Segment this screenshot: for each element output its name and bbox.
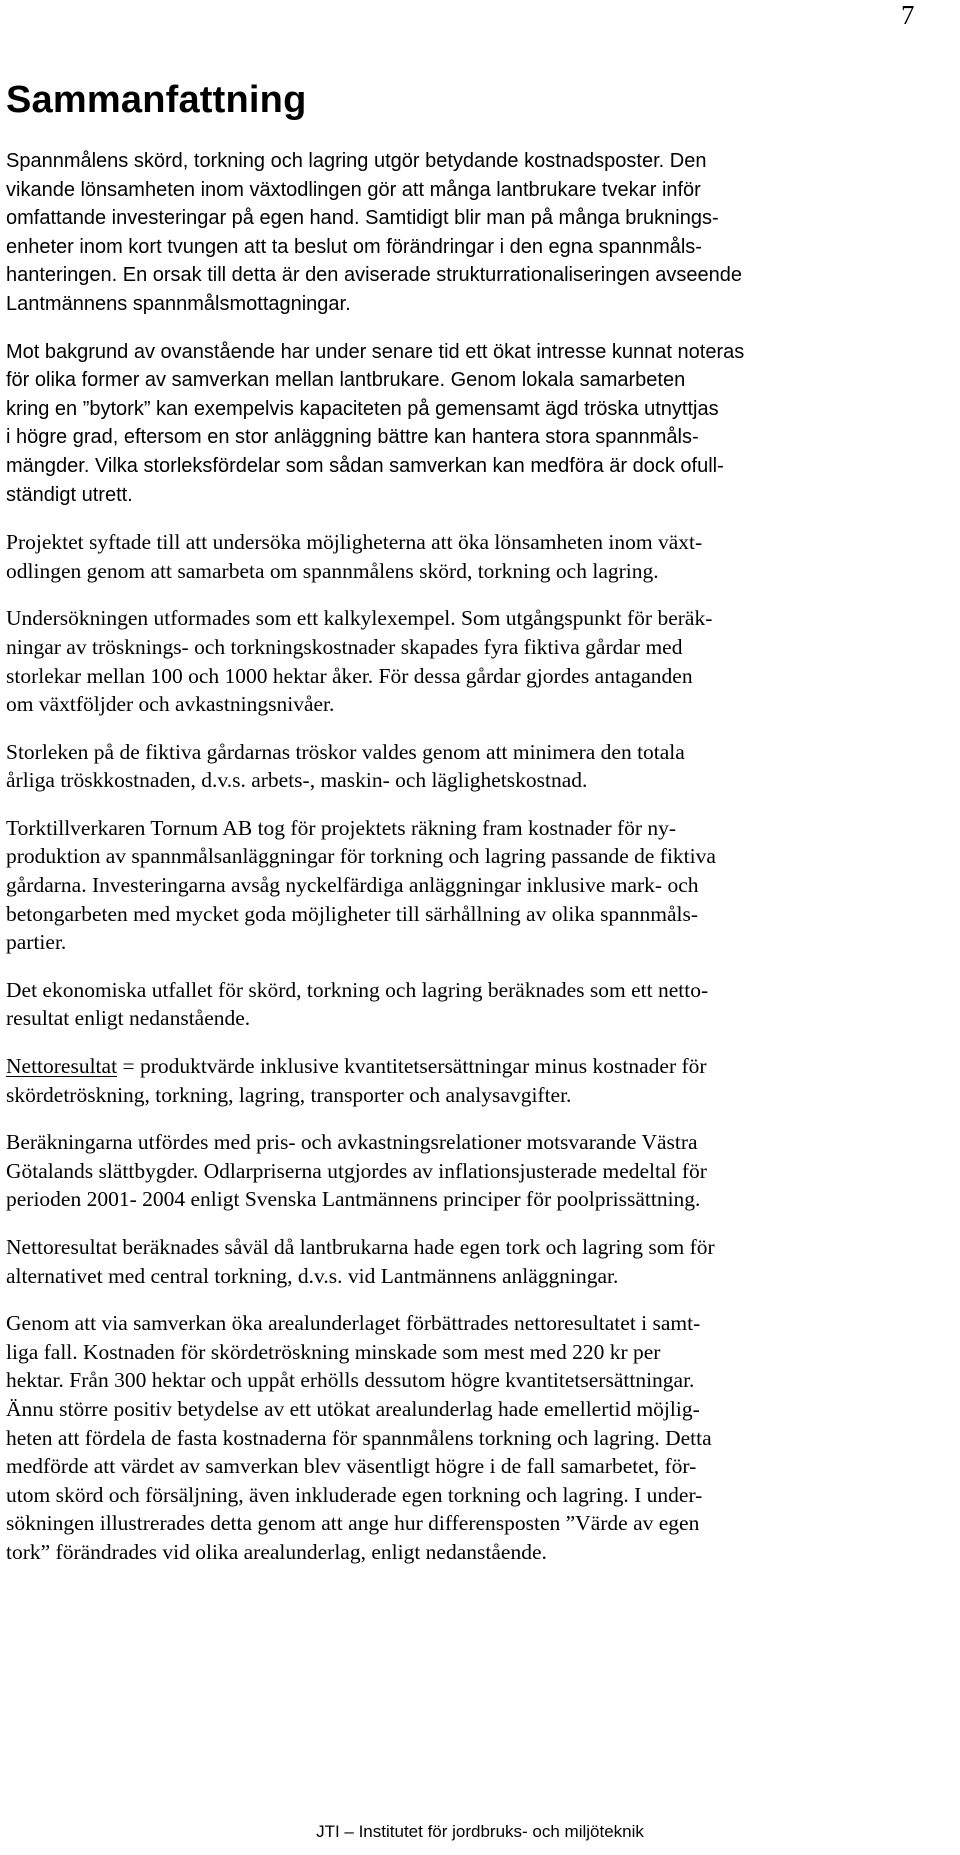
paragraph-combine-size <box>6 738 956 795</box>
text-line: Götalands slättbygder. Odlarpriserna utgjordes av inflationsjusterade medeltal för <box>6 1158 707 1183</box>
text-line: gårdarna. Investeringarna avsåg nyckelfärdiga anläggningar inklusive mark- och <box>6 873 699 898</box>
paragraph-summary-intro <box>6 147 956 319</box>
paragraph-study-design <box>6 604 956 718</box>
text-line: sökningen illustrerades detta genom att ange hur differensposten ”Värde av egen <box>6 1511 700 1536</box>
text-line: Undersökningen utformades som ett kalkylexempel. Som utgångspunkt för beräk- <box>6 606 713 631</box>
paragraph-net-result-definition <box>6 1052 956 1109</box>
paragraph-conclusions <box>6 1309 956 1566</box>
text-line: mängder. Vilka storleksfördelar som sådan samverkan kan medföra är dock ofull- <box>6 454 724 477</box>
text-line: omfattande investeringar på egen hand. Samtidigt blir man på många bruknings- <box>6 207 719 230</box>
text-line: Spannmålens skörd, torkning och lagring utgör betydande kostnadsposter. Den <box>6 150 707 172</box>
text-line: storlekar mellan 100 och 1000 hektar åker. För dessa gårdar gjordes antaganden <box>6 663 693 688</box>
text-line: kring en ”bytork” kan exempelvis kapaciteten på gemensamt ägd tröska utnyttjas <box>6 397 719 420</box>
text-line: heten att fördela de fasta kostnaderna för spannmålens torkning och lagring. Detta <box>6 1425 712 1450</box>
text-line: perioden 2001- 2004 enligt Svenska Lantmännens principer för poolprissättning. <box>6 1187 701 1212</box>
paragraph-economic-outcome <box>6 976 956 1033</box>
text-line: betongarbeten med mycket goda möjligheter till särhållning av olika spannmåls- <box>6 901 698 926</box>
text-line: Genom att via samverkan öka arealunderlaget förbättrades nettoresultatet i samt- <box>6 1311 701 1336</box>
text-line: Projektet syftade till att undersöka möjligheterna att öka lönsamheten inom växt- <box>6 530 703 555</box>
text-line: enheter inom kort tvungen att ta beslut om förändringar i den egna spannmåls- <box>6 235 702 258</box>
document-body <box>6 147 956 1586</box>
text-line: Beräkningarna utfördes med pris- och avkastningsrelationer motsvarande Västra <box>6 1130 698 1155</box>
paragraph-net-result-alternatives <box>6 1233 956 1290</box>
text-line: liga fall. Kostnaden för skördetröskning minskade som mest med 220 kr per <box>6 1339 661 1364</box>
paragraph-project-aim <box>6 528 956 585</box>
text-line: medförde att värdet av samverkan blev väsentligt högre i de fall samarbetet, för- <box>6 1454 697 1479</box>
text-line: Mot bakgrund av ovanstående har under senare tid ett ökat intresse kunnat noteras <box>6 340 745 363</box>
text-line: för olika former av samverkan mellan lantbrukare. Genom lokala samarbeten <box>6 369 686 392</box>
text-line: årliga tröskkostnaden, d.v.s. arbets-, maskin- och läglighetskostnad. <box>6 768 588 793</box>
text-line: hanteringen. En orsak till detta är den aviserade strukturrationaliseringen avseende <box>6 264 742 287</box>
text-line: Lantmännens spannmålsmottagningar. <box>6 292 351 315</box>
text-line: hektar. Från 300 hektar och uppåt erhölls dessutom högre kvantitetsersättningar. <box>6 1368 695 1393</box>
page-number: 7 <box>901 0 915 30</box>
underlined-term: Nettoresultat <box>6 1054 118 1079</box>
text-line: odlingen genom att samarbeta om spannmålens skörd, torkning och lagring. <box>6 558 659 583</box>
page-title: Sammanfattning <box>6 79 307 121</box>
paragraph-tornum-investment <box>6 814 956 957</box>
text-line: alternativet med central torkning, d.v.s. vid Lantmännens anläggningar. <box>6 1263 619 1288</box>
text-line: partier. <box>6 930 67 955</box>
text-line: resultat enligt nedanstående. <box>6 1006 251 1031</box>
text-line: ständigt utrett. <box>6 483 133 506</box>
paragraph-calculations <box>6 1128 956 1214</box>
paragraph-background <box>6 338 956 510</box>
text-line: Torktillverkaren Tornum AB tog för projektets räkning fram kostnader för ny- <box>6 815 677 840</box>
text-line: Det ekonomiska utfallet för skörd, torkning och lagring beräknades som ett netto- <box>6 977 709 1002</box>
text-line: vikande lönsamheten inom växtodlingen gör att många lantbrukare tvekar inför <box>6 178 701 201</box>
text-line: tork” förändrades vid olika arealunderlag, enligt nedanstående. <box>6 1539 547 1564</box>
text-line: ningar av trösknings- och torkningskostnader skapades fyra fiktiva gårdar med <box>6 634 683 659</box>
text-line: skördetröskning, torkning, lagring, transporter och analysavgifter. <box>6 1082 572 1107</box>
text-line: Nettoresultat beräknades såväl då lantbrukarna hade egen tork och lagring som för <box>6 1235 715 1259</box>
text-line: i högre grad, eftersom en stor anläggning bättre kan hantera stora spannmåls- <box>6 426 699 449</box>
text-line: Ännu större positiv betydelse av ett utökat arealunderlag hade emellertid möjlig- <box>6 1396 700 1421</box>
text-line: utom skörd och försäljning, även inkluderade egen torkning och lagring. I under- <box>6 1482 703 1507</box>
text-line: Storleken på de fiktiva gårdarnas tröskor valdes genom att minimera den totala <box>6 739 685 764</box>
text-line: om växtföljder och avkastningsnivåer. <box>6 692 335 717</box>
definition-text: = produktvärde inklusive kvantitetsersättningar minus kostnader för <box>117 1054 707 1079</box>
text-line <box>6 1052 956 1081</box>
text-line: produktion av spannmålsanläggningar för torkning och lagring passande de fiktiva <box>6 844 716 869</box>
page-footer: JTI – Institutet för jordbruks- och miljöteknik <box>316 1822 644 1841</box>
